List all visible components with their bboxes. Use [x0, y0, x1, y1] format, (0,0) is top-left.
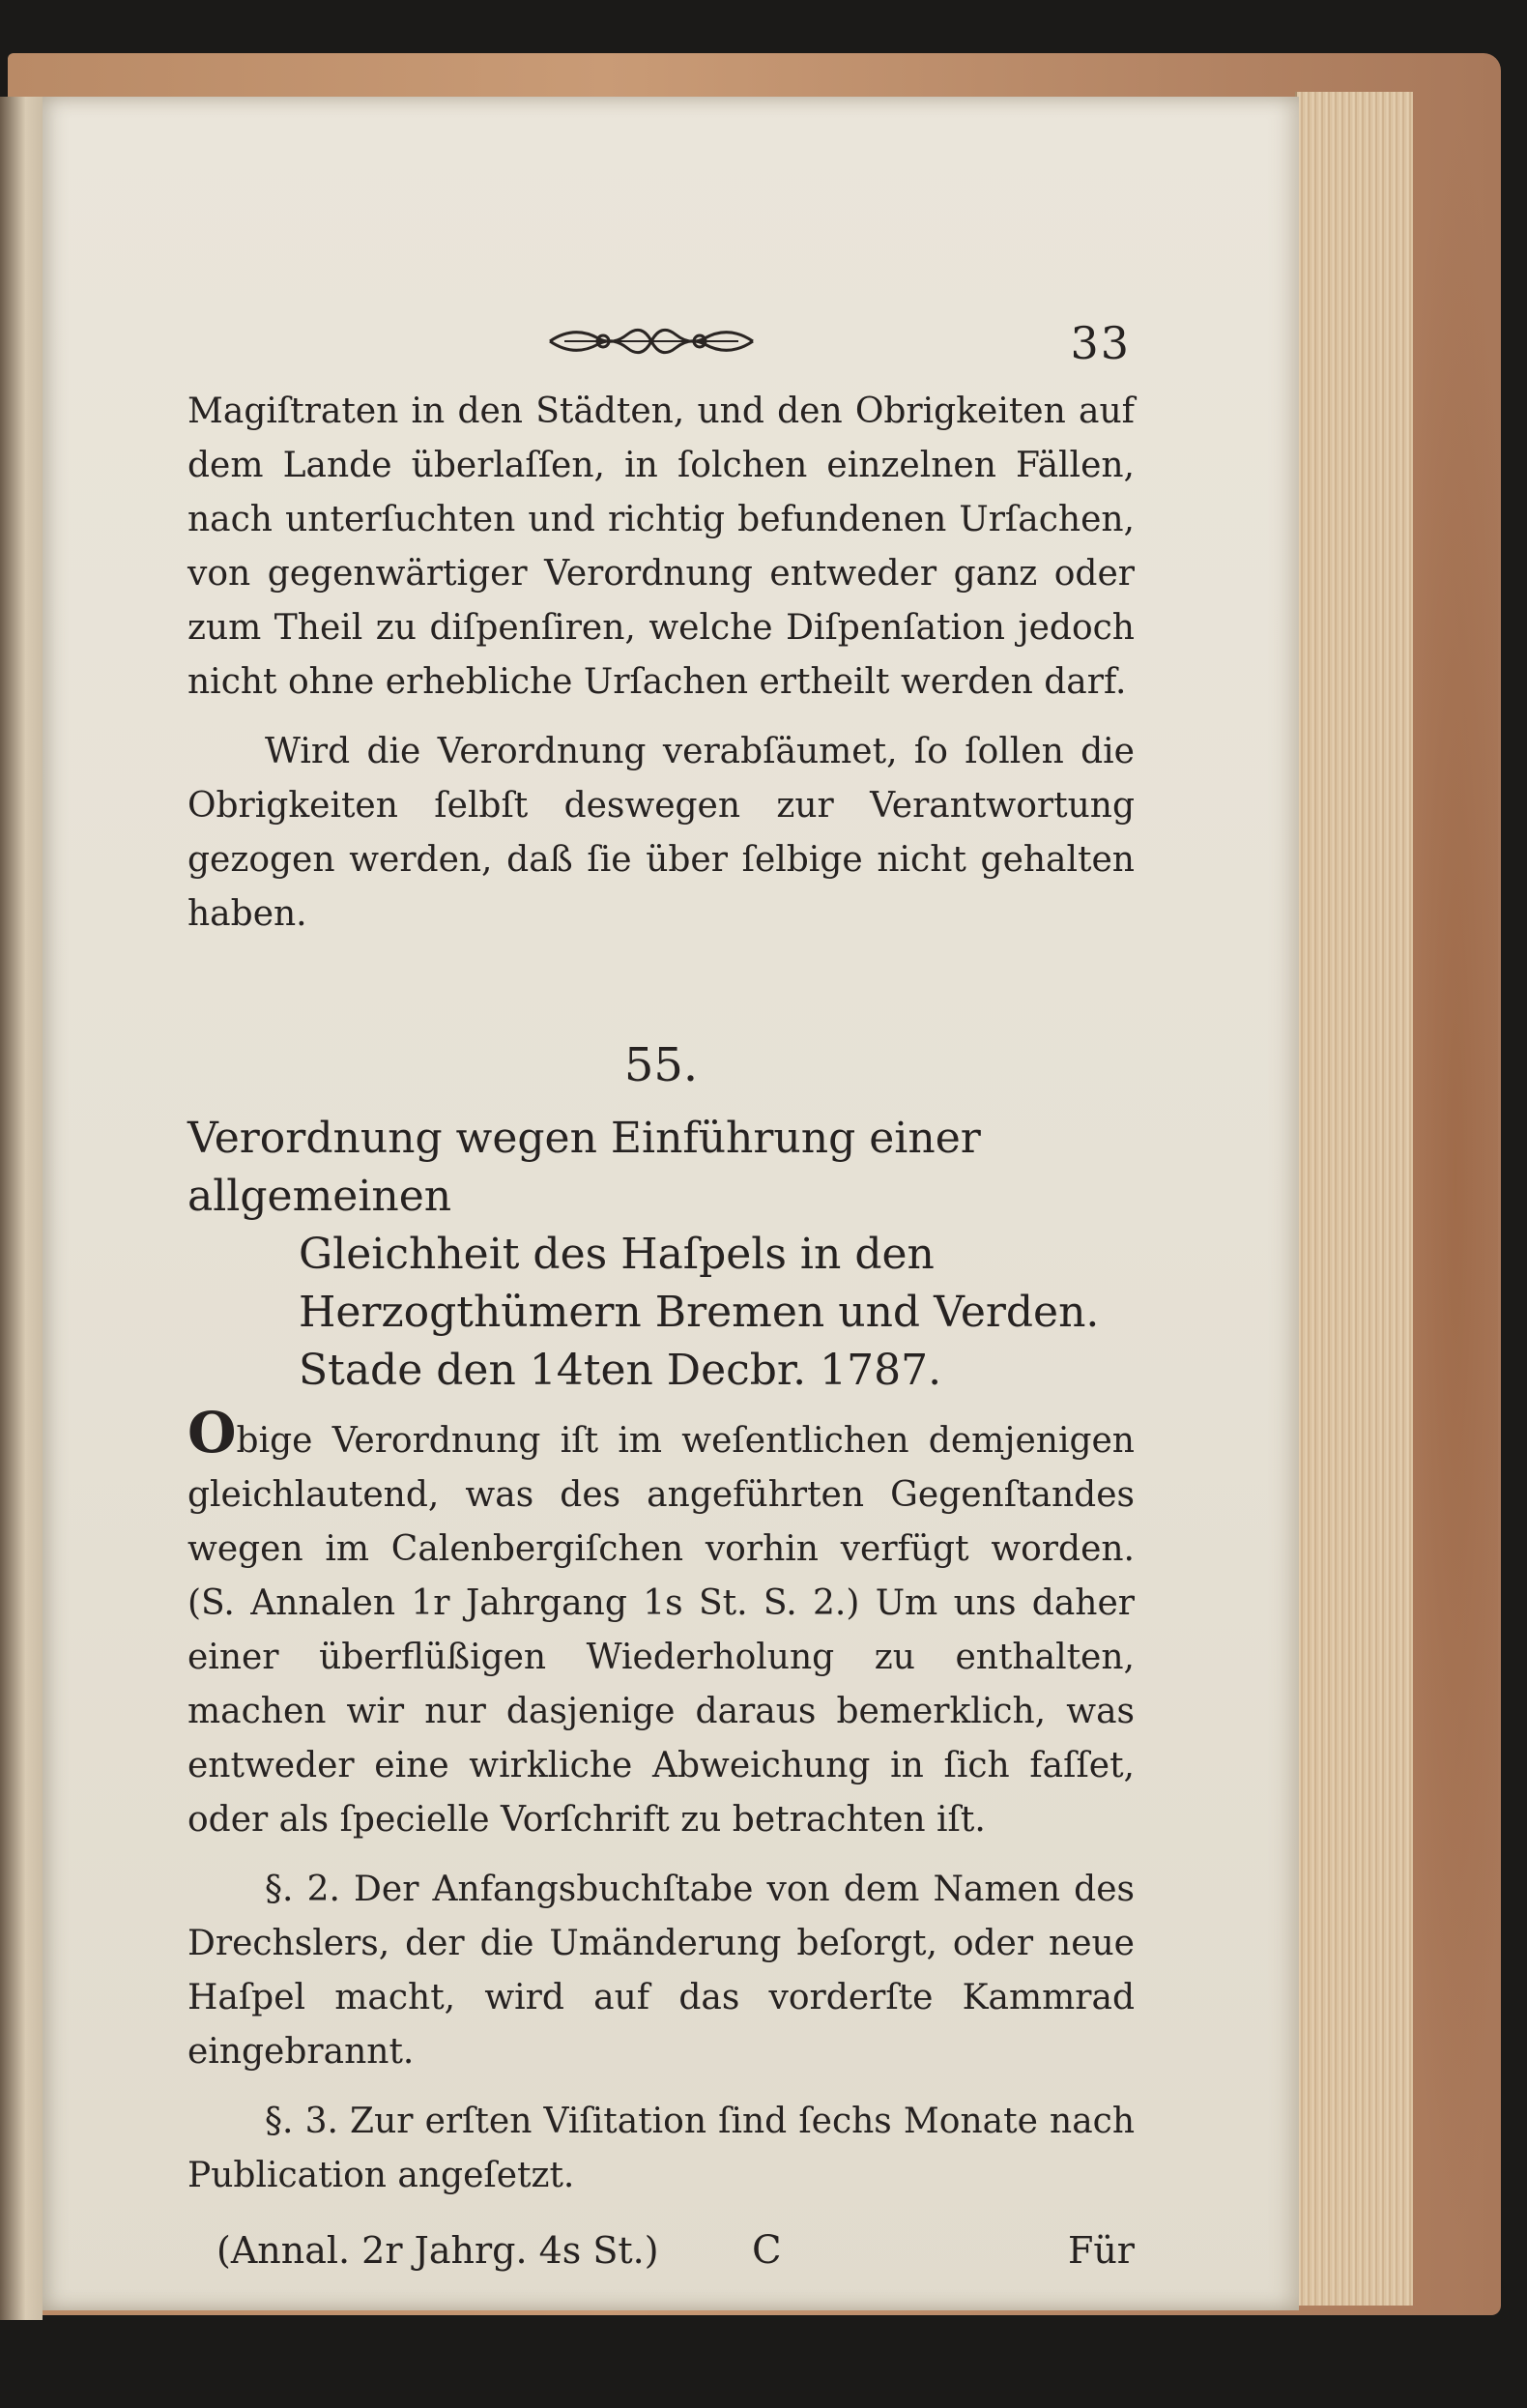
section-title-line1: Verordnung wegen Einführung einer allgemeinen	[187, 1114, 981, 1221]
decorative-vine-ornament-icon	[545, 317, 758, 369]
paragraph-intro-text: bige Verordnung iſt im weſentlichen demjenigen gleichlautend, was des angeführten Gegenſtandes wegen im Calenbergiſchen vorhin verfügt worden. (S. Annalen 1r Jahrgang 1s St. S. 2.) Um uns daher einer überflüßigen Wiederholung zu enthalten, machen wir nur dasjenige daraus bemerklich, was entweder eine wirkliche Abweichung in ſich faſſet, oder als ſpecielle Vorſchrift zu betrachten iſt.	[187, 1421, 1135, 1840]
section-number: 55.	[623, 1038, 699, 1092]
catchword: Für	[1067, 2229, 1135, 2272]
paragraph-obligation: Wird die Verordnung verabſäumet, ſo ſollen die Obrigkeiten ſelbſt deswegen zur Verantwortung gezogen werden, daß ſie über ſelbige nicht gehalten haben.	[187, 732, 1135, 934]
section-title-rest: Gleichheit des Haſpels in den Herzogthümern Bremen und Verden. Stade den 14ten Decbr. 1787.	[299, 1230, 1100, 1395]
page-header	[187, 309, 1135, 377]
page-footer	[187, 2228, 1135, 2273]
paragraph-section-2: §. 2. Der Anfangsbuchſtabe von dem Namen des Drechslers, der die Umänderung beſorgt, oder neue Haſpel macht, wird auf das vorderſte Kammrad eingebrannt.	[187, 1870, 1135, 2072]
paragraph-section-3: §. 3. Zur erſten Viſitation ſind ſechs Monate nach Publication angeſetzt.	[187, 2102, 1135, 2195]
section-title	[187, 1110, 1135, 1400]
page-content	[187, 309, 1135, 2273]
book-page	[43, 97, 1299, 2310]
paragraph-continuation: Magiſtraten in den Städten, und den Obrigkeiten auf dem Lande überlaſſen, in ſolchen einzelnen Fällen, nach unterſuchten und richtig befundenen Urſachen, von gegenwärtiger Verordnung entweder ganz oder zum Theil zu diſpenſiren, welche Diſpenſation jedoch nicht ohne erhebliche Urſachen ertheilt werden darf.	[187, 392, 1135, 702]
signature-mark: C	[751, 2228, 782, 2273]
dropcap-letter: O	[187, 1400, 237, 1465]
left-gutter	[0, 97, 43, 2320]
page-edge-stack	[1295, 92, 1413, 2306]
page-number: 33	[1070, 317, 1131, 369]
paragraph-intro	[187, 1400, 1135, 1847]
running-note: (Annal. 2r Jahrg. 4s St.)	[216, 2229, 659, 2272]
